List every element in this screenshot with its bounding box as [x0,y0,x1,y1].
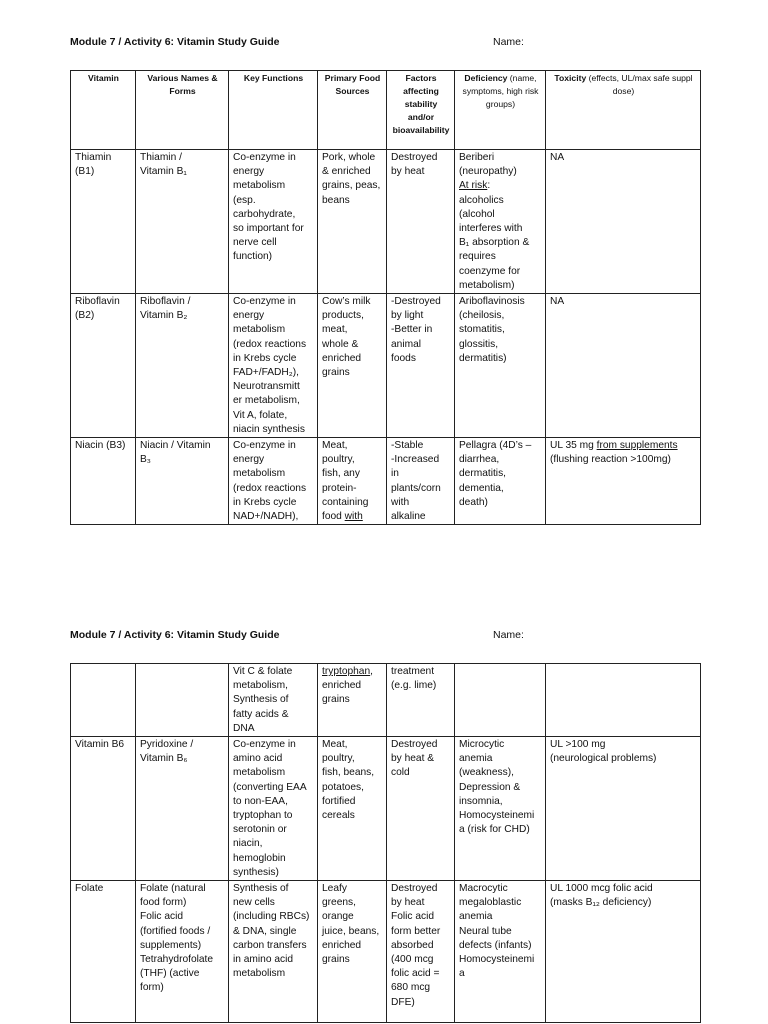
deficiency-cell: Beriberi (neuropathy) At risk: alcoholics (alcohol interferes with B₁ absorption & requires coenzyme for metabolism) [455,150,546,294]
page-title: Module 7 / Activity 6: Vitamin Study Guide [70,629,280,641]
factors-cell: Destroyed by heat & cold [387,737,455,881]
toxicity-cell: NA [546,294,701,438]
table-row [71,664,701,737]
names-cell: Riboflavin / Vitamin B₂ [136,294,229,438]
toxicity-cell: UL >100 mg (neurological problems) [546,737,701,881]
page-title: Module 7 / Activity 6: Vitamin Study Guide [70,36,280,48]
names-cell: Niacin / Vitamin B₃ [136,438,229,525]
vitamin-cell: Vitamin B6 [71,737,136,881]
name-label: Name: [493,629,524,641]
header-cell: Toxicity (effects, UL/max safe suppl dose) [546,71,701,150]
toxicity-cell [546,664,701,737]
vitamin-table-continued [70,663,701,1023]
factors-cell: -Destroyed by light -Better in animal foods [387,294,455,438]
header-cell: Vitamin [71,71,136,150]
header-cell: Factors affecting stability and/or bioavailability [387,71,455,150]
vitamin-cell: Thiamin (B1) [71,150,136,294]
sources-cell: Cow’s milk products, meat, whole & enriched grains [318,294,387,438]
names-cell [136,664,229,737]
functions-cell: Co-enzyme in energy metabolism (redox reactions in Krebs cycle FAD+/FADH₂), Neurotransmitt er metabolism, Vit A, folate, niacin synthesis [229,294,318,438]
factors-cell: -Stable -Increased in plants/corn with alkaline [387,438,455,525]
deficiency-cell: Ariboflavinosis (cheilosis, stomatitis, glossitis, dermatitis) [455,294,546,438]
header-cell: Deficiency (name, symptoms, high risk groups) [455,71,546,150]
vitamin-cell: Folate [71,881,136,1023]
header-cell: Various Names & Forms [136,71,229,150]
vitamin-cell: Riboflavin (B2) [71,294,136,438]
functions-cell: Vit C & folate metabolism, Synthesis of fatty acids & DNA [229,664,318,737]
header-row [71,71,701,150]
names-cell: Folate (natural food form) Folic acid (fortified foods / supplements) Tetrahydrofolate (THF) (active form) [136,881,229,1023]
table-row [71,438,701,525]
table-row [71,150,701,294]
vitamin-cell: Niacin (B3) [71,438,136,525]
functions-cell: Co-enzyme in energy metabolism (esp. carbohydrate, so important for nerve cell function) [229,150,318,294]
sources-cell: tryptophan, enriched grains [318,664,387,737]
functions-cell: Synthesis of new cells (including RBCs) & DNA, single carbon transfers in amino acid metabolism [229,881,318,1023]
toxicity-cell: UL 35 mg from supplements (flushing reaction >100mg) [546,438,701,525]
factors-cell: treatment (e.g. lime) [387,664,455,737]
deficiency-cell: Microcytic anemia (weakness), Depression & insomnia, Homocysteinemi a (risk for CHD) [455,737,546,881]
sources-cell: Meat, poultry, fish, any protein- containing food with [318,438,387,525]
toxicity-cell: UL 1000 mcg folic acid (masks B₁₂ deficiency) [546,881,701,1023]
table-row [71,737,701,881]
names-cell: Thiamin / Vitamin B₁ [136,150,229,294]
factors-cell: Destroyed by heat [387,150,455,294]
deficiency-cell: Macrocytic megaloblastic anemia Neural tube defects (infants) Homocysteinemi a [455,881,546,1023]
sources-cell: Pork, whole & enriched grains, peas, beans [318,150,387,294]
names-cell: Pyridoxine / Vitamin B₆ [136,737,229,881]
deficiency-cell: Pellagra (4D’s – diarrhea, dermatitis, dementia, death) [455,438,546,525]
table-row [71,881,701,1023]
sources-cell: Leafy greens, orange juice, beans, enriched grains [318,881,387,1023]
deficiency-cell [455,664,546,737]
name-label: Name: [493,36,524,48]
functions-cell: Co-enzyme in amino acid metabolism (converting EAA to non-EAA, tryptophan to serotonin or niacin, hemoglobin synthesis) [229,737,318,881]
toxicity-cell: NA [546,150,701,294]
sources-cell: Meat, poultry, fish, beans, potatoes, fortified cereals [318,737,387,881]
vitamin-cell [71,664,136,737]
table-row [71,294,701,438]
vitamin-table [70,70,701,525]
functions-cell: Co-enzyme in energy metabolism (redox reactions in Krebs cycle NAD+/NADH), [229,438,318,525]
header-cell: Key Functions [229,71,318,150]
header-cell: Primary Food Sources [318,71,387,150]
factors-cell: Destroyed by heat Folic acid form better absorbed (400 mcg folic acid = 680 mcg DFE) [387,881,455,1023]
